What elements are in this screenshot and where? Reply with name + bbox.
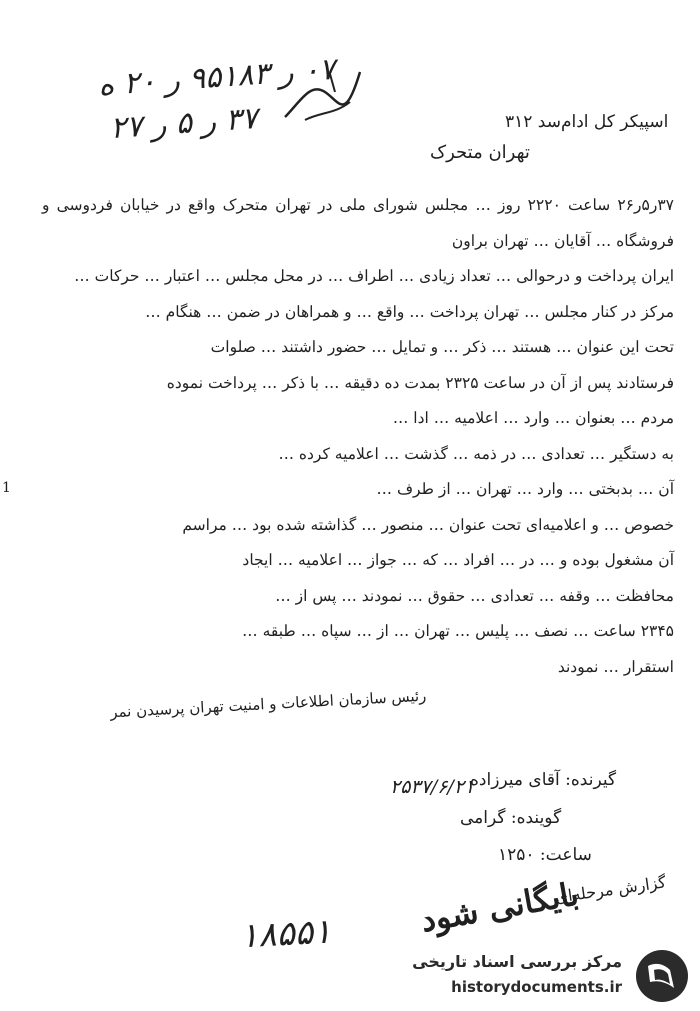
report-date: ۲۵۳۷/۶/۲۱ <box>390 776 475 798</box>
body-line: خصوص … و اعلامیه‌ای تحت عنوان … منصور … گذاشته شده بود … مراسم <box>182 515 674 534</box>
body-line: محافظت … وقفه … تعدادی … حقوق … نمودند … پس از … <box>275 586 674 605</box>
reporter-line: گیرنده: آقای میرزاده <box>470 770 617 790</box>
time-line: ساعت: ۱۲۵۰ <box>498 845 592 865</box>
archive-stamp: بایگانی شود <box>417 874 582 940</box>
body-line: تحت این عنوان … هستند … ذکر … و تمایل … حضور داشتند … صلوات <box>210 338 674 356</box>
archive-number: ۱۸۵۵۱ <box>239 911 333 957</box>
body-line: آن مشغول بوده و … در … افراد … که … جواز … اعلامیه … ایجاد <box>242 551 674 569</box>
body-line: ۲۳۴۵ ساعت … نصف … پلیس … تهران … از … سپاه … طبقه … <box>242 622 674 640</box>
margin-mark: 1 <box>2 480 11 496</box>
header-line: اسپیکر کل ادام‌سد ۳۱۲ <box>505 112 669 132</box>
body-line: استقرار … نمودند <box>557 657 674 676</box>
subject-line: تهران متحرک <box>430 142 530 163</box>
body-line: مرکز در کنار مجلس … تهران پرداخت … واقع … و همراهان در ضمن … هنگام … <box>145 302 674 321</box>
closing-line: رئیس سازمان اطلاعات و امنیت تهران پرسیدن نمر <box>109 686 427 722</box>
body-line: مردم … بعنوان … وارد … اعلامیه … ادا … <box>392 409 674 427</box>
signature-mark <box>275 62 370 132</box>
watermark <box>400 940 700 1010</box>
body-line: آن … بدبختی … وارد … تهران … از طرف … <box>376 480 674 498</box>
body-line: فرستادند پس از آن در ساعت ۲۳۲۵ بمدت ده دقیقه … با ذکر … پرداخت نموده <box>166 373 674 392</box>
watermark-name: مرکز بررسی اسناد تاریخی <box>412 952 622 971</box>
body-line: ۳۷ر۵ر۲۶ ساعت ۲۲۲۰ روز … مجلس شورای ملی در تهران متحرک واقع در خیابان فردوسی و فروشگاه … آقایان … تهران براون <box>42 196 674 250</box>
document-number-handwritten: ۰۷ ر ۹۵۱۸۳ ر ۲۰ ه <box>97 51 337 104</box>
archive-logo-icon <box>634 948 690 1004</box>
document-date-handwritten: ۳۷ ر ۵ ر ۲۷ <box>108 100 259 147</box>
body-line: به دستگیر … تعدادی … در ذمه … گذشت … اعلامیه کرده … <box>278 444 674 463</box>
body-line: ایران پرداخت و درحوالی … تعداد زیادی … اطراف … در محل مجلس … اعتبار … حرکات … <box>74 267 674 285</box>
writer-line: گوینده: گرامی <box>460 808 562 828</box>
report-body <box>42 188 674 685</box>
watermark-url: historydocuments.ir <box>451 978 622 996</box>
report-type: گزارش مرحله‌ای <box>554 872 668 907</box>
